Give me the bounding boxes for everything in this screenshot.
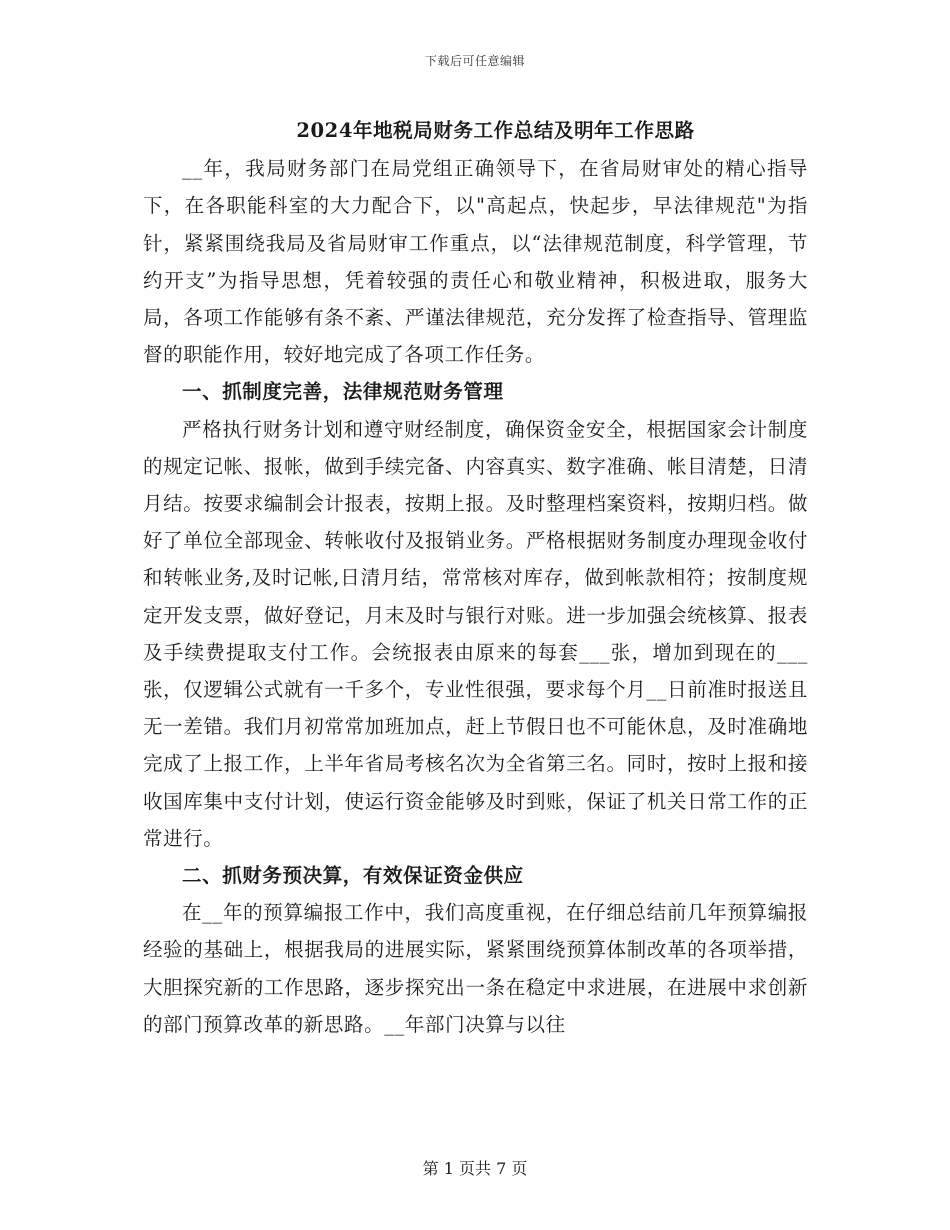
intro-paragraph: __年，我局财务部门在局党组正确领导下，在省局财审处的精心指导下，在各职能科室的大力配合下，以"高起点，快起步，早法律规范"为指针，紧紧围绕我局及省局财审工作重点，以“法律规范制度，科学管理，节约开支”为指导思想，凭着较强的责任心和敬业精神，积极进取，服务大局，各项工作能够有条不紊、严谨法律规范，充分发挥了检查指导、管理监督的职能作用，较好地完成了各项工作任务。 bbox=[143, 157, 808, 367]
document-body bbox=[143, 112, 808, 1043]
section-heading-2: 二、抓财务预决算，有效保证资金供应 bbox=[182, 864, 524, 888]
section-body-1: 严格执行财务计划和遵守财经制度，确保资金安全，根据国家会计制度的规定记帐、报帐，做到手续完备、内容真实、数字准确、帐目清楚，日清月结。按要求编制会计报表，按期上报。及时整理档案资料，按期归档。做好了单位全部现金、转帐收付及报销业务。严格根据财务制度办理现金收付和转帐业务,及时记帐,日清月结，常常核对库存，做到帐款相符；按制度规定开发支票，做好登记，月末及时与银行对账。进一步加强会统核算、报表及手续费提取支付工作。会统报表由原来的每套___张，增加到现在的___张，仅逻辑公式就有一千多个，专业性很强，要求每个月__日前准时报送且无一差错。我们月初常常加班加点，赶上节假日也不可能休息，及时准确地完成了上报工作，上半年省局考核名次为全省第三名。同时，按时上报和接收国库集中支付计划，使运行资金能够及时到账，保证了机关日常工作的正常进行。 bbox=[143, 417, 808, 850]
document-title: 2024年地税局财务工作总结及明年工作思路 bbox=[296, 119, 695, 142]
page-number-footer: 第 1 页共 7 页 bbox=[422, 1159, 528, 1178]
page-header-note: 下载后可任意编辑 bbox=[424, 54, 525, 68]
section-body-2: 在__年的预算编报工作中，我们高度重视，在仔细总结前几年预算编报经验的基础上，根据我局的进展实际，紧紧围绕预算体制改革的各项举措，大胆探究新的工作思路，逐步探究出一条在稳定中求进展，在进展中求创新的部门预算改革的新思路。__年部门决算与以往 bbox=[143, 901, 808, 1036]
section-heading-1: 一、抓制度完善，法律规范财务管理 bbox=[182, 380, 504, 404]
